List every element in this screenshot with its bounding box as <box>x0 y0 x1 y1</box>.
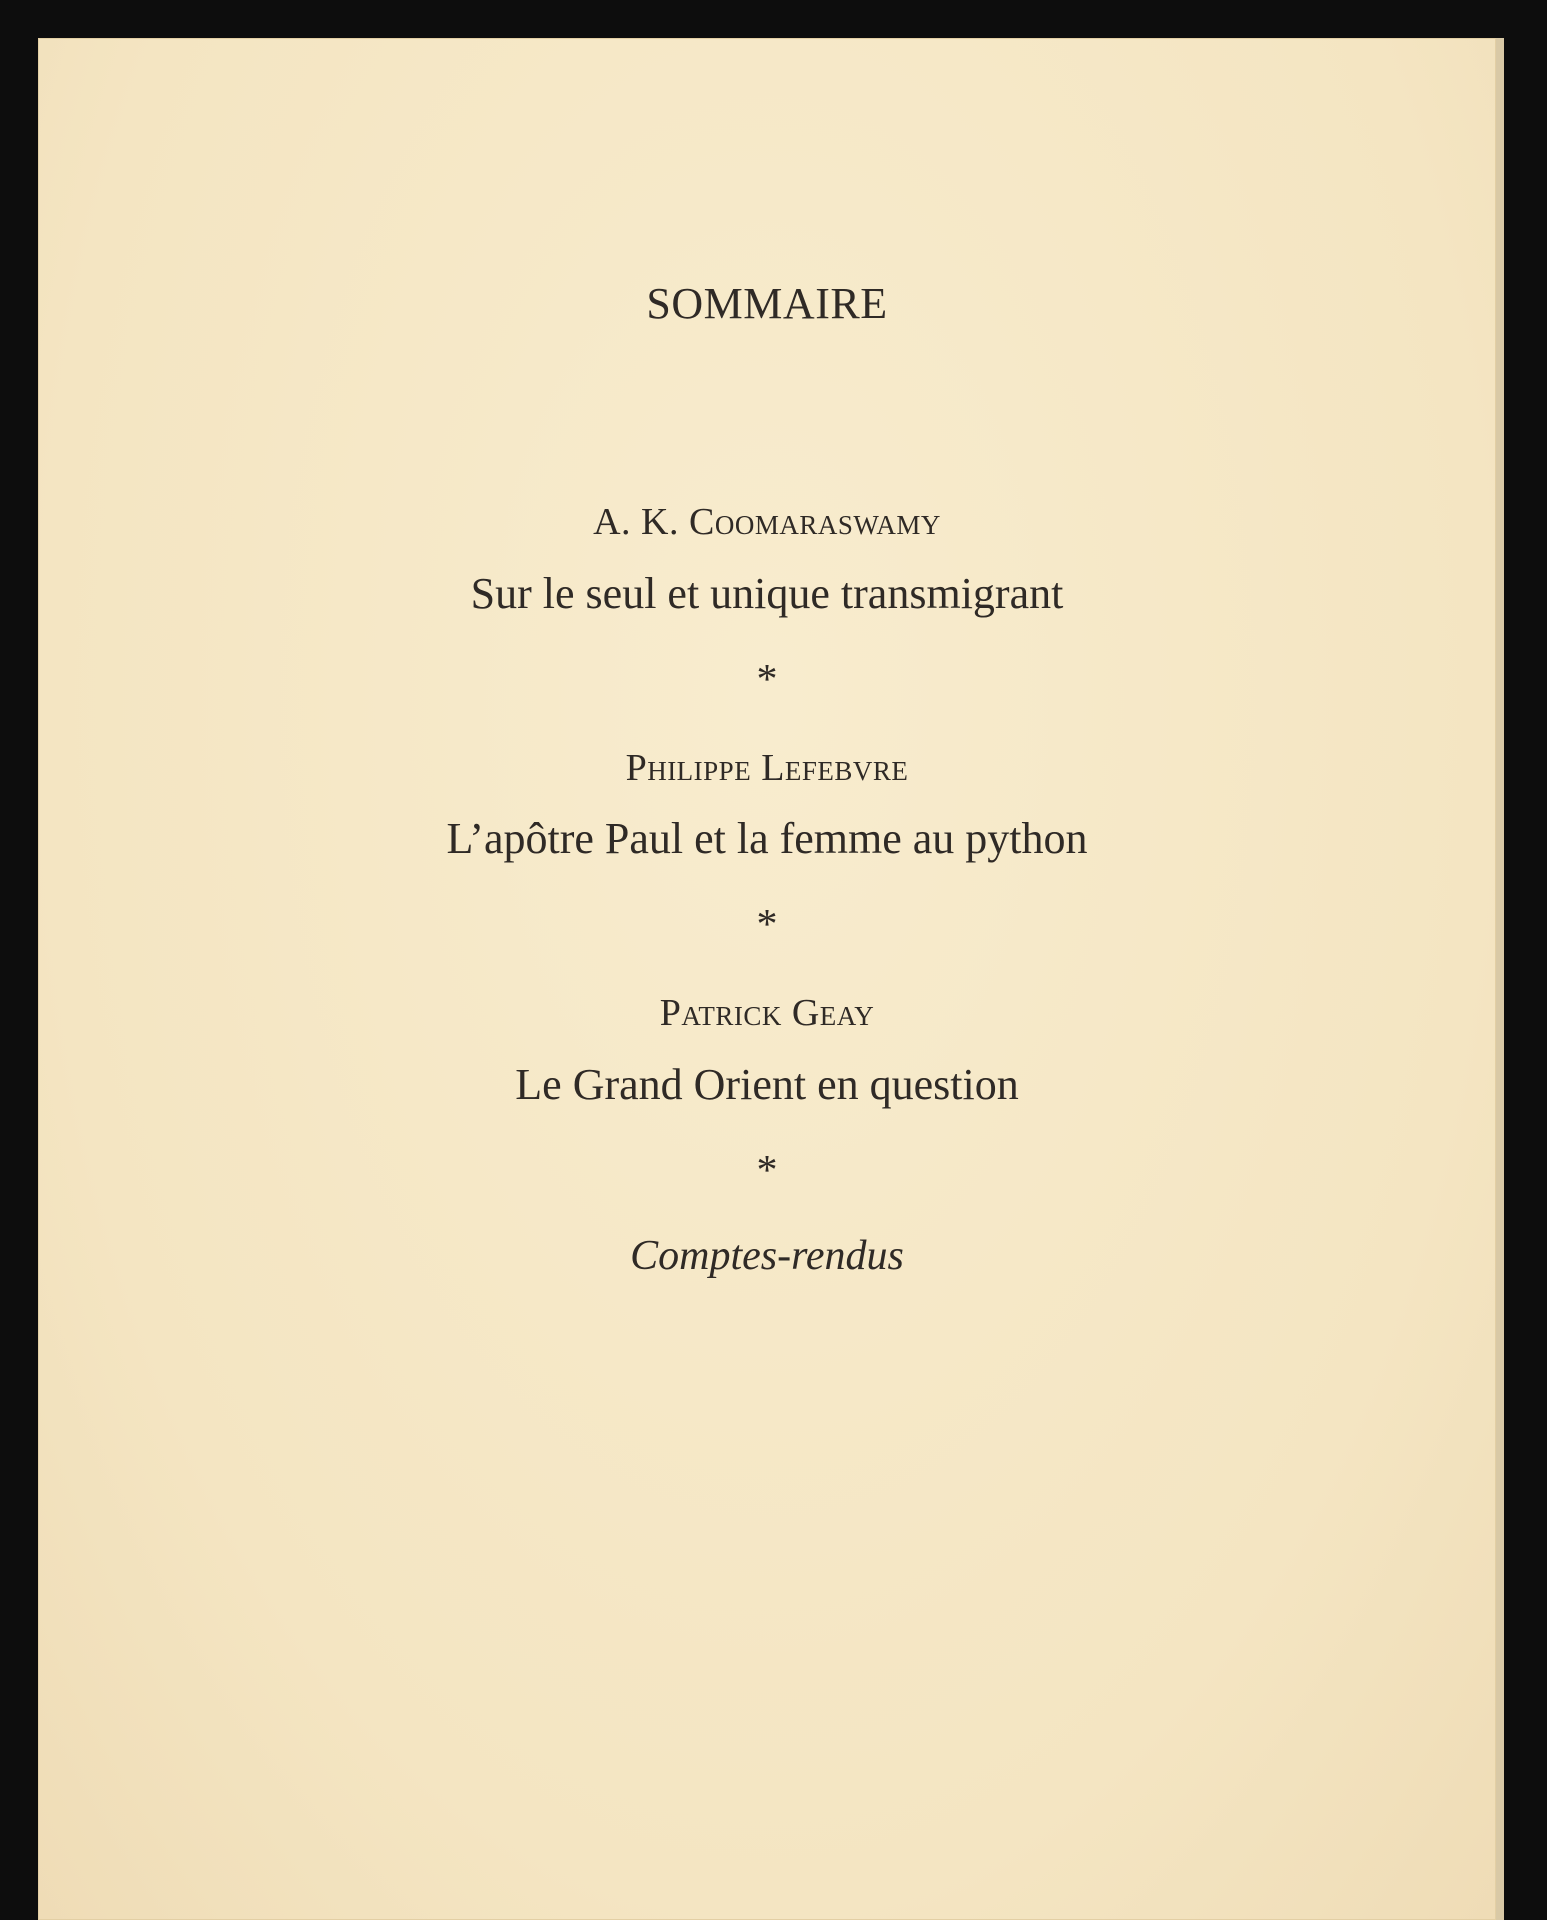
entry-1-author: A. K. Coomaraswamy <box>593 501 941 543</box>
toc-heading: SOMMAIRE <box>646 279 888 328</box>
entry-3-title: Le Grand Orient en question <box>515 1060 1019 1109</box>
reviews-section-title: Comptes-rendus <box>630 1233 904 1279</box>
entry-2-author: Philippe Lefebvre <box>625 747 909 789</box>
page-edge <box>1496 38 1504 1920</box>
separator-2: * <box>756 902 778 948</box>
page <box>38 38 1496 1920</box>
entry-1-title: Sur le seul et unique transmigrant <box>470 569 1064 618</box>
entry-2-title: L’apôtre Paul et la femme au python <box>446 814 1088 863</box>
separator-1: * <box>756 657 778 703</box>
entry-3-author: Patrick Geay <box>659 992 875 1034</box>
separator-3: * <box>756 1148 778 1194</box>
